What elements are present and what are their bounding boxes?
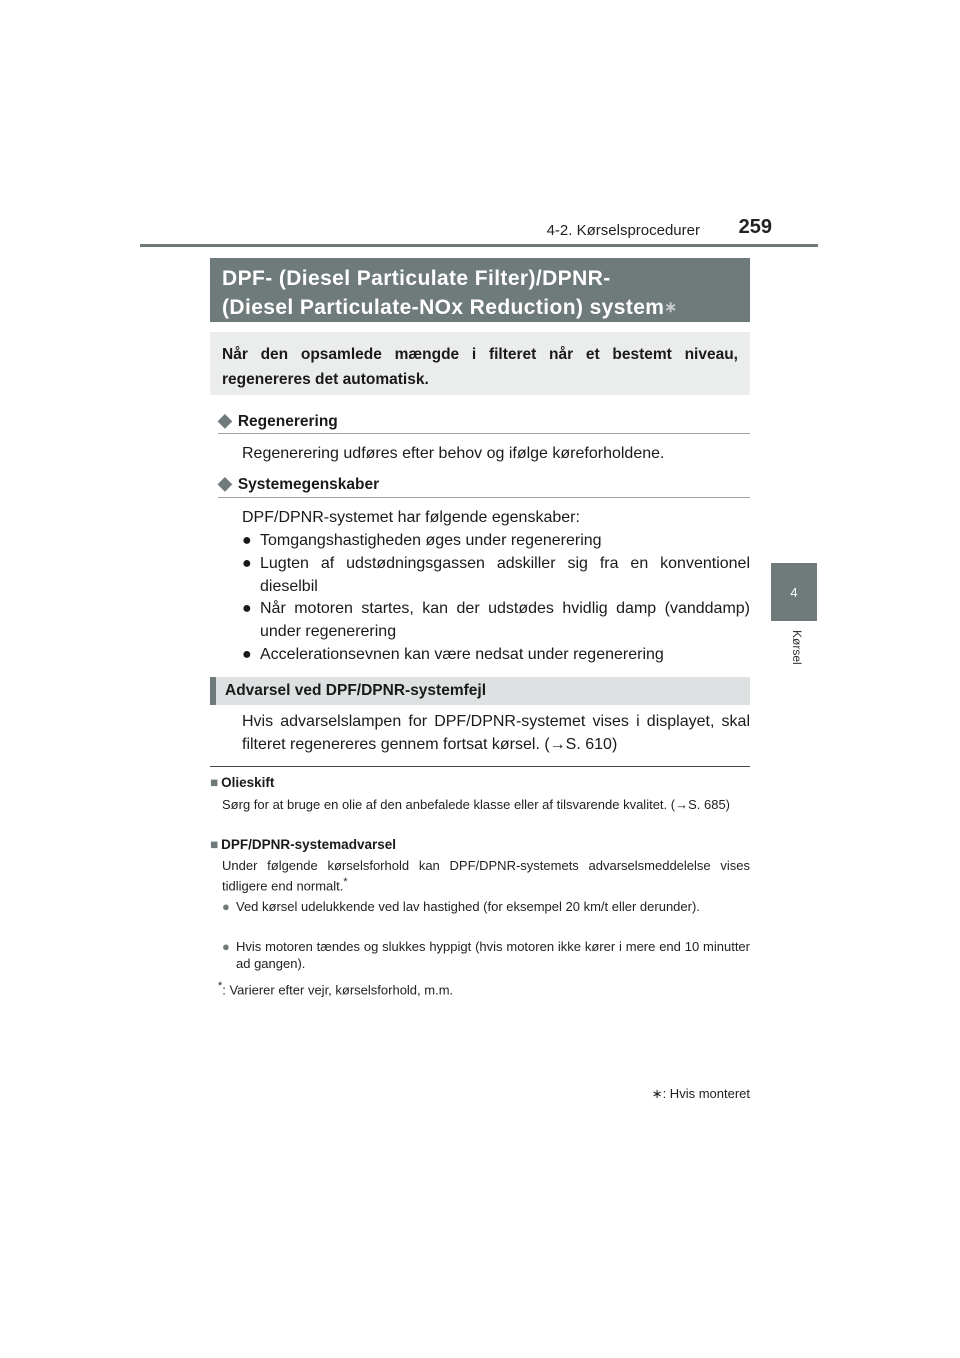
- list-item: ● Hvis motoren tændes og slukkes hyppigt (hvis motoren ikke kører i mere end 10 minutter ad gangen).: [222, 939, 750, 971]
- list-item: ● Tomgangshastigheden øges under regenerering: [242, 529, 750, 552]
- diamond-icon: ◆: [218, 473, 232, 493]
- props-intro: DPF/DPNR-systemet har følgende egenskaber:: [242, 509, 580, 526]
- diamond-icon: ◆: [218, 410, 232, 430]
- list-item: ● Når motoren startes, kan der udstødes hvidlig damp (vanddamp) under regenerering: [242, 597, 750, 643]
- bullet-icon: ●: [222, 899, 230, 914]
- warning-text: Hvis advarselslampen for DPF/DPNR-systemet vises i displayet, skal filteret regenereres gennem fortsat kørsel. (→S. 610): [242, 713, 750, 753]
- footnote-star: *: [218, 980, 223, 992]
- bullet-icon: ●: [242, 532, 252, 549]
- title-line-2-text: (Diesel Particulate-NOx Reduction) system: [222, 296, 665, 319]
- regen-text: Regenerering udføres efter behov og ifølge køreforholdene.: [242, 445, 665, 462]
- list-item: ● Ved kørsel udelukkende ved lav hastighed (for eksempel 20 km/t eller derunder).: [222, 899, 700, 914]
- chapter-tab[interactable]: 4: [771, 563, 817, 621]
- notes-divider: [210, 766, 750, 767]
- subheading-rule: [218, 497, 750, 498]
- subheading-rule: [218, 433, 750, 434]
- header-section-title: 4-2. Kørselsprocedurer: [546, 222, 700, 239]
- bullet-icon: ●: [242, 600, 252, 617]
- list-item: ● Accelerationsevnen kan være nedsat under regenerering: [242, 643, 750, 666]
- note-text-systemadvarsel: Under følgende kørselsforhold kan DPF/DPNR-systemets advarselsmeddelelse vises tidligere end normalt.*: [222, 858, 750, 894]
- page-header: [140, 0, 818, 246]
- warning-section-heading: Advarsel ved DPF/DPNR-systemfejl: [210, 677, 750, 705]
- intro-box: Når den opsamlede mængde i filteret når et bestemt niveau, regenereres det automatisk.: [210, 332, 750, 395]
- title-line-2: [222, 293, 738, 322]
- note-heading-olieskift: ■ Olieskift: [210, 775, 275, 790]
- bullet-icon: ●: [222, 939, 230, 954]
- subheading-text: Regenerering: [237, 413, 338, 430]
- bullet-icon: ●: [242, 646, 252, 663]
- subheading-text: Systemegenskaber: [237, 476, 380, 493]
- header-rule: [140, 244, 818, 247]
- equipment-star: ∗: [651, 1086, 663, 1101]
- square-icon: ■: [210, 775, 219, 790]
- footnote-star: *: [343, 876, 348, 888]
- equipment-footnote: ∗: Hvis monteret: [651, 1086, 750, 1101]
- chapter-label: Kørsel: [790, 630, 804, 665]
- footnote: *: Varierer efter vejr, kørselsforhold, m.m.: [218, 980, 454, 998]
- page-number: 259: [738, 216, 772, 238]
- title-line-1: DPF- (Diesel Particulate Filter)/DPNR-: [222, 267, 611, 290]
- note-heading-systemadvarsel: ■ DPF/DPNR-systemadvarsel: [210, 837, 396, 852]
- bullet-icon: ●: [242, 555, 252, 572]
- note-text-olieskift: Sørg for at bruge en olie af den anbefalede klasse eller af tilsvarende kvalitet. (→S. 685): [222, 797, 731, 812]
- list-item: ● Lugten af udstødningsgassen adskiller sig fra en konventionel dieselbil: [242, 552, 750, 598]
- title-star: ∗: [664, 299, 678, 316]
- square-icon: ■: [210, 837, 219, 852]
- subheading-regenerering: [218, 410, 750, 431]
- section-title-box: [210, 258, 750, 322]
- subheading-systemegenskaber: [218, 473, 750, 494]
